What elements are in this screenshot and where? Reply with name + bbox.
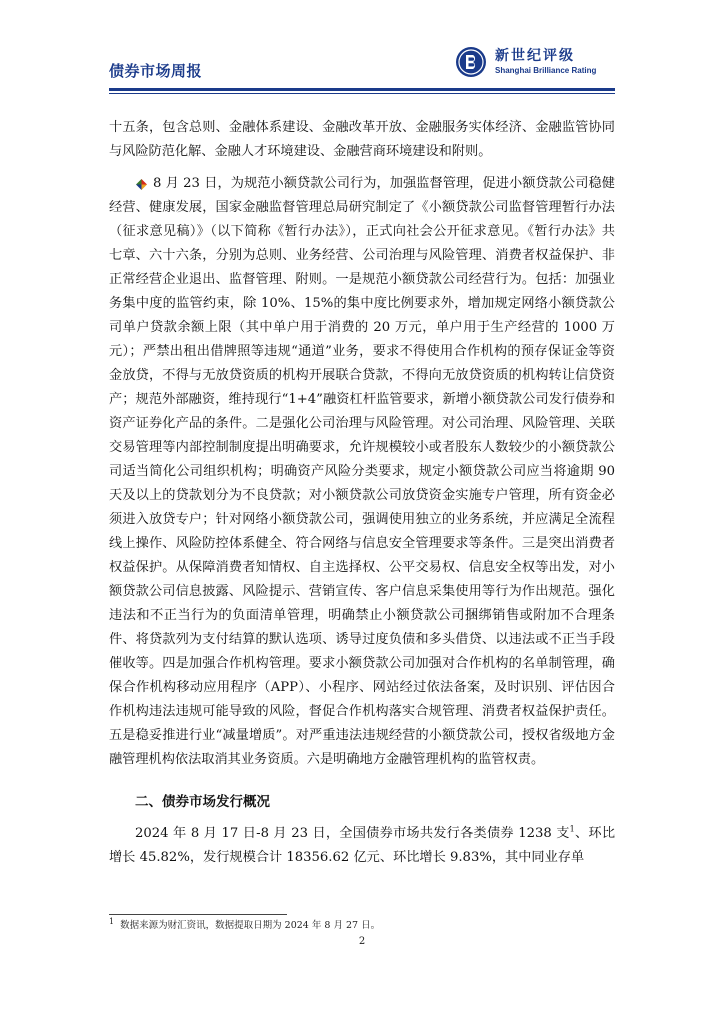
company-logo: [455, 44, 615, 82]
header-divider-thin: [109, 93, 615, 94]
footnote-text: 数据来源为财汇资讯，数据提取日期为 2024 年 8 月 27 日。: [120, 920, 381, 931]
footnote: [109, 916, 615, 933]
section-heading: 二、债券市场发行概况: [135, 794, 270, 810]
page-body: [109, 116, 615, 870]
stats-paragraph: [109, 822, 615, 870]
logo-english-text: Shanghai Brilliance Rating: [495, 66, 597, 75]
report-title: 债券市场周报: [109, 62, 203, 80]
main-paragraph: [109, 172, 615, 772]
logo-emblem-icon: [455, 46, 487, 78]
intro-paragraph: 十五条，包含总则、金融体系建设、金融改革开放、金融服务实体经济、金融监管协同与风险防范化解、金融人才环境建设、金融营商环境建设和附则。: [109, 120, 615, 159]
diamond-bullet-icon: [135, 178, 148, 191]
footnote-mark: 1: [109, 916, 115, 926]
page-header: [109, 44, 615, 88]
logo-chinese-text: 新世纪评级: [495, 48, 575, 64]
stats-text-after: 、环比增长 45.82%，发行规模合计 18356.62 亿元、环比增长 9.83%，其中同业存单: [109, 826, 616, 865]
footnote-divider: [109, 914, 287, 915]
main-paragraph-text: 8 月 23 日，为规范小额贷款公司行为，加强监督管理，促进小额贷款公司稳健经营、健康发展，国家金融监督管理总局研究制定了《小额贷款公司监督管理暂行办法（征求意见稿）》（以下简称《暂行办法》），正式向社会公开征求意见。《暂行办法》共七章、六十六条，分别为总则、业务经营、公司治理与风险管理、消费者权益保护、非正常经营企业退出、监督管理、附则。一是规范小额贷款公司经营行为。包括：加强业务集中度的监管约束，除 10%、15%的集中度比例要求外，增加规定网络小额贷款公司单户贷款余额上限（其中单户用于消费的 20 万元，单户用于生产经营的 1000 万元）；严禁出租出借牌照等违规“通道”业务，要求不得使用合作机构的预存保证金等资金放贷，不得与无放贷资质的机构开展联合贷款，不得向无放贷资质的机构转让信贷资产；规范外部融资，维持现行“1+4”融资杠杆监管要求，新增小额贷款公司发行债券和资产证券化产品的条件。二是强化公司治理与风险管理。对公司治理、风险管理、关联交易管理等内部控制制度提出明确要求，允许规模较小或者股东人数较少的小额贷款公司适当简化公司组织机构；明确资产风险分类要求，规定小额贷款公司应当将逾期 90 天及以上的贷款划分为不良贷款；对小额贷款公司放贷资金实施专户管理，所有资金必须进入放贷专户；针对网络小额贷款公司，强调使用独立的业务系统，并应满足全流程线上操作、风险防控体系健全、符合网络与信息安全管理要求等条件。三是突出消费者权益保护。从保障消费者知情权、自主选择权、公平交易权、信息安全权等出发，对小额贷款公司信息披露、风险提示、营销宣传、客户信息采集使用等行为作出规范。强化违法和不正当行为的负面清单管理，明确禁止小额贷款公司捆绑销售或附加不合理条件、将贷款列为支付结算的默认选项、诱导过度负债和多头借贷、以违法或不正当手段催收等。四是加强合作机构管理。要求小额贷款公司加强对合作机构的名单制管理，确保合作机构移动应用程序（APP）、小程序、网站经过依法备案，及时识别、评估因合作机构违法违规可能导致的风险，督促合作机构落实合规管理、消费者权益保护责任。五是稳妥推进行业“减量增质”。对严重违法违规经营的小额贷款公司，授权省级地方金融管理机构依法取消其业务资质。六是明确地方金融管理机构的监管权责。: [109, 176, 615, 767]
header-divider-thick: [109, 88, 615, 91]
footnote-reference[interactable]: 1: [569, 824, 575, 834]
page-number: 2: [358, 936, 366, 947]
stats-text-before: 2024 年 8 月 17 日-8 月 23 日，全国债券市场共发行各类债券 1238 支: [135, 826, 570, 841]
